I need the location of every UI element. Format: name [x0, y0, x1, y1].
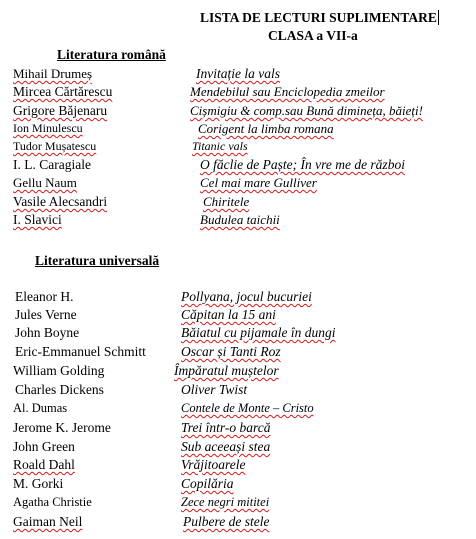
book-title: Cișmigiu & comp.sau Bună dimineța, băieți!: [190, 103, 423, 118]
book-title: Pollyana, jocul bucuriei: [181, 289, 312, 304]
author-name: Agatha Christie: [13, 495, 92, 509]
book-title: Oliver Twist: [181, 382, 248, 397]
book-title: Oscar și Tanti Roz: [181, 344, 281, 359]
book-title: O făclie de Paște; În vre me de război: [200, 157, 405, 172]
book-title: Căpitan la 15 ani: [181, 307, 276, 322]
author-name: Roald Dahl: [13, 457, 75, 472]
author-name: Ion Minulescu: [13, 121, 83, 135]
list-item: [0, 66, 476, 84]
book-title: Zece negri mititei: [181, 495, 270, 509]
text-cursor: [438, 10, 439, 25]
author-name: William Golding: [13, 363, 105, 378]
list-item: [0, 194, 476, 212]
list-item: [0, 307, 476, 325]
book-title: Băiatul cu pijamale în dungi: [181, 325, 336, 340]
author-name: Jules Verne: [15, 307, 77, 322]
list-item: [0, 514, 476, 532]
list-item: [0, 325, 476, 343]
section-heading-romana: Literatura română: [57, 47, 166, 62]
book-title: Chiritele: [203, 194, 250, 209]
author-name: I. L. Caragiale: [13, 157, 91, 172]
list-item: [0, 401, 476, 419]
book-title: Vrăjitoarele: [181, 457, 246, 472]
document-title: LISTA DE LECTURI SUPLIMENTARE: [200, 10, 437, 25]
list-item: [0, 175, 476, 193]
list-item: [0, 121, 476, 139]
author-name: Mircea Cărtărescu: [13, 84, 113, 99]
book-title: Corigent la limba romana: [198, 121, 334, 136]
list-item: [0, 157, 476, 175]
document-subtitle: CLASA a VII-a: [268, 28, 358, 43]
book-title: Budulea taichii: [200, 212, 280, 227]
list-item: [0, 439, 476, 457]
author-name: Vasile Alecsandri: [13, 194, 108, 209]
author-name: Al. Dumas: [13, 401, 68, 415]
list-item: [0, 344, 476, 362]
book-title: Contele de Monte – Cristo: [181, 401, 314, 415]
list-item: [0, 289, 476, 307]
list-item: [0, 476, 476, 494]
author-name: Eleanor H.: [15, 289, 74, 304]
author-name: Jerome K. Jerome: [13, 420, 111, 435]
book-title: Cel mai mare Gulliver: [200, 175, 317, 190]
list-item: [0, 139, 476, 157]
book-title: Împăratul muștelor: [174, 363, 279, 378]
book-title: Titanic vals: [192, 139, 248, 153]
author-name: Charles Dickens: [15, 382, 104, 397]
author-name: Eric-Emmanuel Schmitt: [15, 344, 146, 359]
author-name: Tudor Mușatescu: [13, 139, 97, 153]
list-item: [0, 495, 476, 513]
book-title: Pulbere de stele: [183, 514, 270, 529]
list-item: [0, 420, 476, 438]
list-item: [0, 382, 476, 400]
book-title: Invitație la vals: [196, 66, 280, 81]
author-name: M. Gorki: [13, 476, 64, 491]
author-name: Gellu Naum: [13, 175, 77, 190]
author-name: Mihail Drumeș: [13, 66, 93, 81]
book-title: Trei într-o barcă: [181, 420, 271, 435]
book-title: Sub aceeași stea: [181, 439, 271, 454]
list-item: [0, 84, 476, 102]
author-name: John Boyne: [15, 325, 80, 340]
author-name: I. Slavici: [13, 212, 62, 227]
author-name: Gaiman Neil: [13, 514, 83, 529]
list-item: [0, 363, 476, 381]
section-heading-universala: Literatura universală: [35, 253, 160, 268]
book-title: Mendebilul sau Enciclopedia zmeilor: [190, 84, 385, 99]
list-item: [0, 457, 476, 475]
author-name: John Green: [13, 439, 75, 454]
list-item: [0, 212, 476, 230]
author-name: Grigore Băjenaru: [13, 103, 108, 118]
book-title: Copilăria: [181, 476, 234, 491]
list-item: [0, 103, 476, 121]
